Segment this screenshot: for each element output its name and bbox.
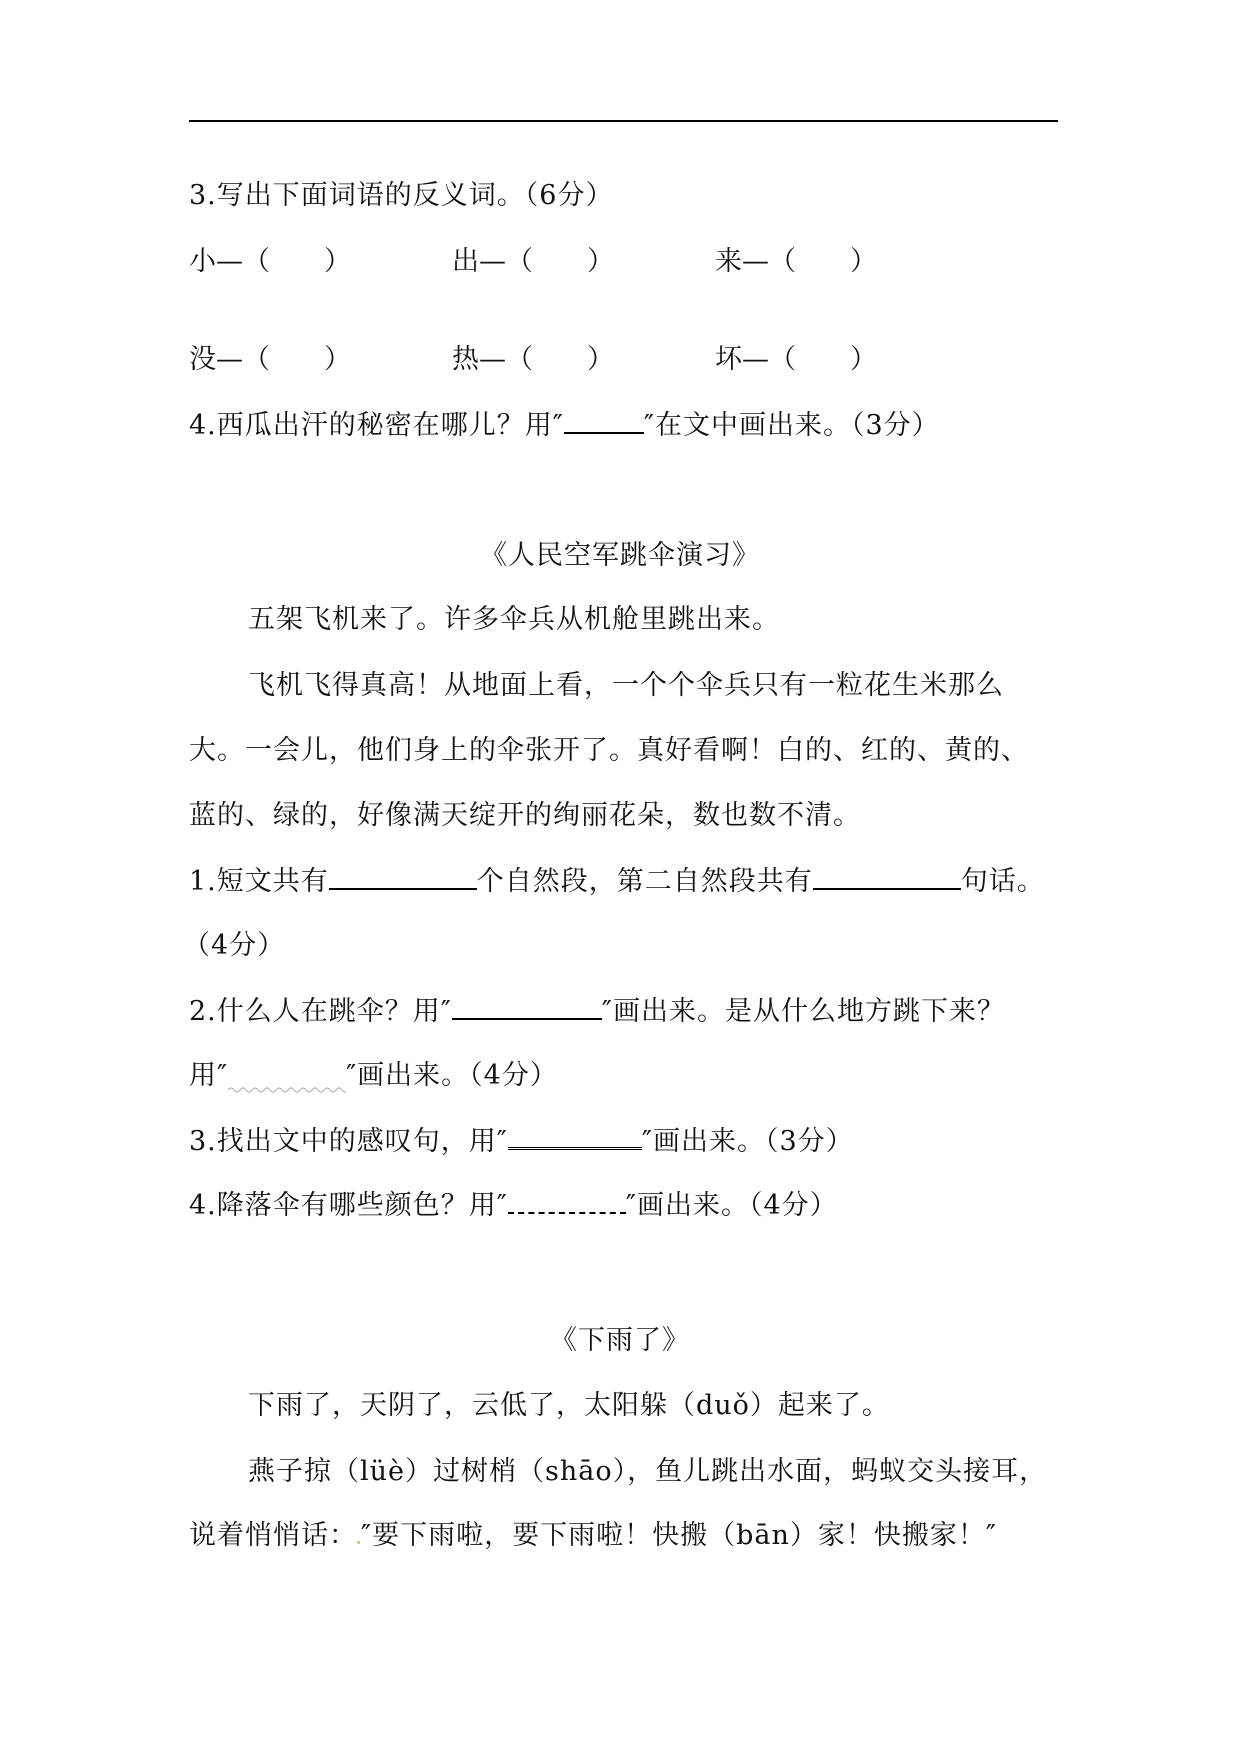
- passage2-line2-text-b: ″要下雨啦，要下雨啦！快搬（bān）家！快搬家！″: [361, 1520, 997, 1551]
- antonym-small: 小—（ ）: [189, 246, 351, 277]
- header-rule: [189, 120, 1058, 122]
- passage2-paragraph1: 下雨了，天阴了，云低了，太阳躲（duǒ）起来了。: [248, 1390, 890, 1421]
- p1-question2-line1: [189, 996, 1005, 1028]
- p1-q3-text-a: 3.找出文中的感叹句，用″: [189, 1126, 508, 1157]
- p1-question2-line2: [189, 1060, 558, 1092]
- p1-q2-text-d: ″画出来。（4分）: [346, 1060, 558, 1091]
- passage1-paragraph1: 五架飞机来了。许多伞兵从机舱里跳出来。: [248, 604, 780, 635]
- passage1-paragraph2-line1: 飞机飞得真高！从地面上看，一个个伞兵只有一粒花生米那么: [248, 670, 1004, 701]
- q4-text-post: ″在文中画出来。（3分）: [643, 410, 940, 441]
- passage2-paragraph2-line1: 燕子掠（lüè）过树梢（shāo），鱼儿跳出水面，蚂蚁交头接耳，: [248, 1456, 1048, 1487]
- p1-q4-text-a: 4.降落伞有哪些颜色？用″: [189, 1190, 508, 1221]
- stray-dot-mark: [357, 1541, 360, 1544]
- antonym-bad: 坏—（ ）: [715, 344, 877, 375]
- p1-question1-score: （4分）: [183, 930, 286, 961]
- antonym-come: 来—（ ）: [715, 246, 877, 277]
- p1-q4-dashed-underline-sample: [508, 1192, 626, 1214]
- p1-q1-text-c: 句话。: [960, 866, 1045, 897]
- q4-line: [189, 410, 940, 442]
- q3-heading: 3.写出下面词语的反义词。（6分）: [189, 180, 614, 211]
- antonym-out: 出—（ ）: [452, 246, 614, 277]
- p1-q3-text-b: ″画出来。（3分）: [641, 1126, 854, 1157]
- antonym-hot: 热—（ ）: [452, 344, 614, 375]
- p1-q1-answer-blank-1[interactable]: [329, 868, 477, 890]
- passage1-paragraph2-line3: 蓝的、绿的，好像满天绽开的绚丽花朵，数也数不清。: [189, 800, 861, 831]
- p1-q1-text-a: 1.短文共有: [189, 866, 329, 897]
- passage2-title: 《下雨了》: [550, 1325, 690, 1356]
- wavy-line-icon: [228, 1086, 346, 1094]
- p1-question4: [189, 1190, 838, 1222]
- antonym-none: 没—（ ）: [189, 344, 351, 375]
- passage1-paragraph2-line2: 大。一会儿，他们身上的伞张开了。真好看啊！白的、红的、黄的、: [189, 735, 1029, 766]
- passage2-line2-text-a: 说着悄悄话：: [189, 1520, 357, 1551]
- passage2-paragraph2-line2: [189, 1520, 997, 1552]
- q4-text-pre: 4.西瓜出汗的秘密在哪儿？用″: [189, 410, 564, 441]
- p1-q2-text-c: 用″: [189, 1060, 229, 1091]
- p1-q1-text-b: 个自然段，第二自然段共有: [476, 866, 813, 897]
- p1-q4-text-b: ″画出来。（4分）: [625, 1190, 838, 1221]
- p1-q2-wavy-underline-sample: [228, 1064, 346, 1084]
- p1-q2-solid-underline-sample: [452, 998, 602, 1020]
- p1-q2-text-a: 2.什么人在跳伞？用″: [189, 996, 452, 1027]
- p1-q3-double-underline-sample: [508, 1127, 642, 1150]
- q4-underline-sample: [564, 412, 644, 434]
- p1-question3: [189, 1126, 854, 1158]
- p1-q2-text-b: ″画出来。是从什么地方跳下来？: [601, 996, 1005, 1027]
- p1-q1-answer-blank-2[interactable]: [813, 868, 961, 890]
- p1-question1: [189, 866, 1045, 898]
- passage1-title: 《人民空军跳伞演习》: [480, 540, 760, 571]
